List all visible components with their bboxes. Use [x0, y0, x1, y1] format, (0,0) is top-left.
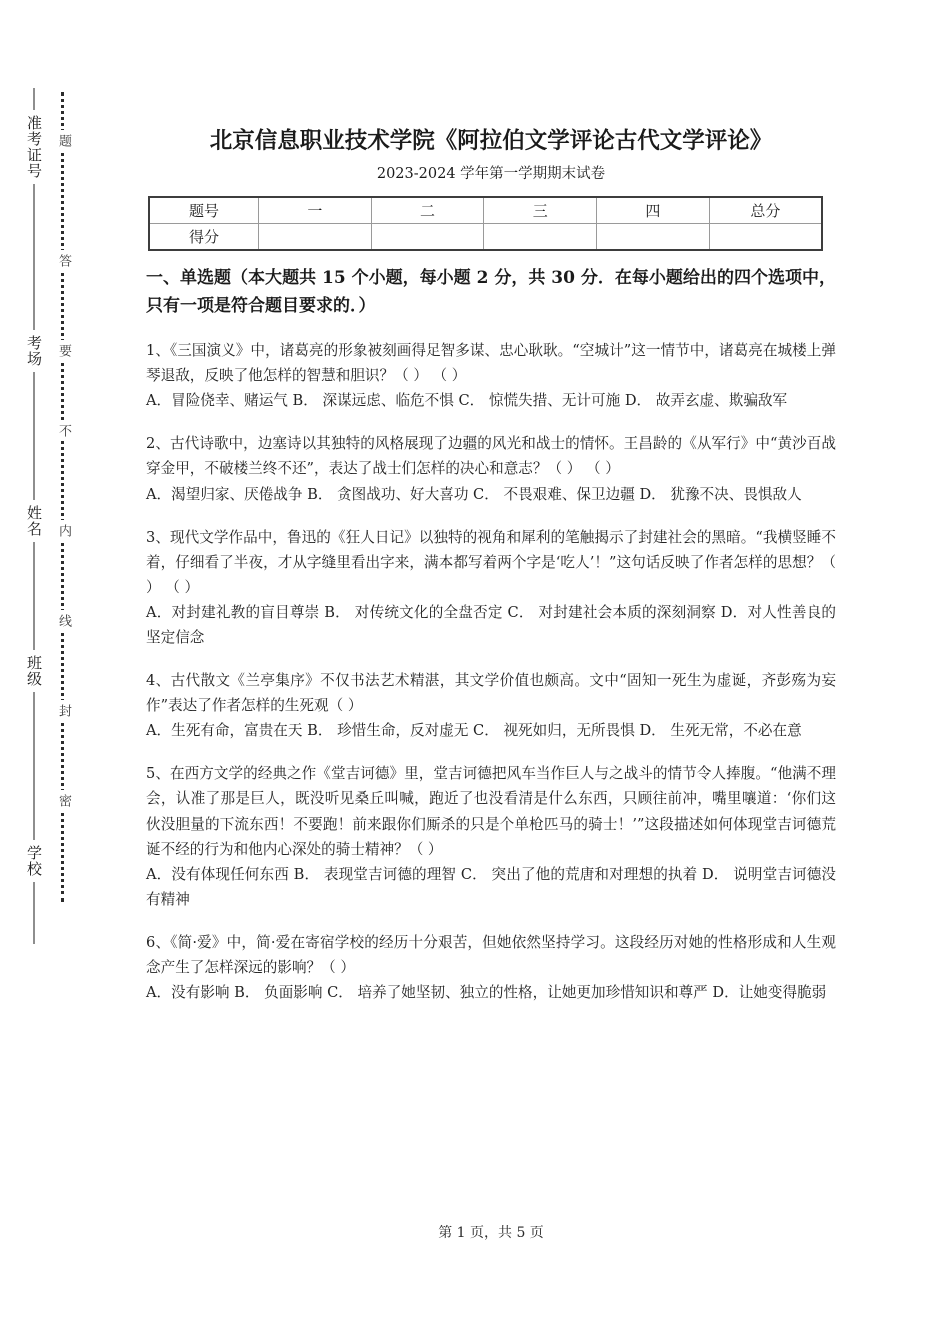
question-stem: 4、古代散文《兰亭集序》不仅书法艺术精湛，其文学价值也颇高。文中“固知一死生为虚诞，齐彭殇为妄作”表达了作者怎样的生死观（ ） [146, 672, 836, 715]
sidebar-seal-char: 题 [54, 130, 73, 151]
score-table-score-cell[interactable] [259, 223, 372, 250]
page-title: 北京信息职业技术学院《阿拉伯文学评论古代文学评论》 [209, 128, 773, 154]
table-row [149, 197, 822, 224]
exam-page [146, 0, 836, 1005]
question-list [146, 338, 836, 1005]
score-table-score-cell[interactable] [709, 223, 822, 250]
exam-question [146, 930, 836, 1005]
sidebar-field-label: 姓名 [24, 500, 45, 542]
score-table-score-cell[interactable] [597, 223, 710, 250]
table-row [149, 223, 822, 250]
exam-sealed-margin [0, 0, 100, 1344]
sidebar-field-label: 考场 [24, 330, 45, 372]
question-options[interactable]: A．没有体现任何东西 B． 表现堂吉诃德的理智 C． 突出了他的荒唐和对理想的执着 D． 说明堂吉诃德没有精神 [146, 865, 836, 908]
score-table-column-header: 一 [259, 197, 372, 224]
score-table [148, 196, 823, 251]
page-footer: 第 1 页，共 5 页 [438, 1225, 544, 1241]
section-heading: 一、单选题（本大题共 15 个小题，每小题 2 分，共 30 分．在每小题给出的四个选项中，只有一项是符合题目要求的．） [146, 267, 836, 316]
sidebar-field-label: 班级 [24, 650, 45, 692]
sidebar-seal-char: 答 [54, 250, 73, 271]
exam-question [146, 338, 836, 413]
sidebar-seal-char: 内 [54, 520, 73, 541]
page-subtitle: 2023-2024 学年第一学期期末试卷 [376, 166, 606, 183]
sidebar-dotted-rule [61, 92, 64, 902]
question-options[interactable]: A．对封建礼教的盲目尊崇 B． 对传统文化的全盘否定 C． 对封建社会本质的深刻洞察 D．对人性善良的坚定信念 [146, 603, 836, 646]
question-options[interactable]: A．渴望归家、厌倦战争 B． 贪图战功、好大喜功 C． 不畏艰难、保卫边疆 D． 犹豫不决、畏惧敌人 [146, 485, 802, 503]
sidebar-field-label: 准考证号 [24, 110, 45, 184]
exam-question [146, 525, 836, 650]
score-table-column-header: 总分 [709, 197, 822, 224]
question-stem: 3、现代文学作品中，鲁迅的《狂人日记》以独特的视角和犀利的笔触揭示了封建社会的黑暗。“我横竖睡不着，仔细看了半夜，才从字缝里看出字来，满本都写着两个字是‘吃人’！”这句话反映了作者怎样的思想？（ ） （ ） [146, 528, 836, 596]
sidebar-seal-char: 密 [54, 790, 73, 811]
score-table-row-header: 题号 [149, 197, 259, 224]
question-options[interactable]: A．冒险侥幸、赌运气 B． 深谋远虑、临危不惧 C． 惊慌失措、无计可施 D． 故弄玄虚、欺骗敌军 [146, 392, 788, 410]
exam-question [146, 761, 836, 912]
sidebar-seal-char: 不 [54, 420, 73, 441]
score-table-column-header: 四 [597, 197, 710, 224]
sidebar-seal-char: 要 [54, 340, 73, 361]
score-table-column-header: 三 [484, 197, 597, 224]
question-stem: 5、在西方文学的经典之作《堂吉诃德》里，堂吉诃德把风车当作巨人与之战斗的情节令人捧腹。“他满不理会，认准了那是巨人，既没听见桑丘叫喊，跑近了也没看清是什么东西，只顾往前冲，嘴里嚷道：‘你们这伙没胆量的下流东西！不要跑！前来跟你们厮杀的只是个单枪匹马的骑士！’”这段描述如何体现堂吉诃德荒诞不经的行为和他内心深处的骑士精神？（ ） [146, 765, 836, 858]
sidebar-seal-char: 封 [54, 700, 73, 721]
exam-question [146, 431, 836, 506]
question-options[interactable]: A．生死有命，富贵在天 B． 珍惜生命，反对虚无 C． 视死如归，无所畏惧 D． 生死无常，不必在意 [146, 722, 802, 740]
sidebar-seal-char: 线 [54, 610, 73, 631]
score-table-row-header: 得分 [149, 223, 259, 250]
question-stem: 6、《简·爱》中，简·爱在寄宿学校的经历十分艰苦，但她依然坚持学习。这段经历对她的性格形成和人生观念产生了怎样深远的影响？（ ） [146, 933, 836, 976]
question-stem: 1、《三国演义》中，诸葛亮的形象被刻画得足智多谋、忠心耿耿。“空城计”这一情节中，诸葛亮在城楼上弹琴退敌，反映了他怎样的智慧和胆识？（ ） （ ） [146, 342, 836, 385]
sidebar-field-label: 学校 [24, 840, 45, 882]
exam-question [146, 668, 836, 743]
question-stem: 2、古代诗歌中，边塞诗以其独特的风格展现了边疆的风光和战士的情怀。王昌龄的《从军行》中“黄沙百战穿金甲，不破楼兰终不还”，表达了战士们怎样的决心和意志？（ ） （ ） [146, 435, 836, 478]
score-table-score-cell[interactable] [371, 223, 484, 250]
question-options[interactable]: A．没有影响 B． 负面影响 C． 培养了她坚韧、独立的性格，让她更加珍惜知识和尊严 D．让她变得脆弱 [146, 984, 827, 1002]
score-table-score-cell[interactable] [484, 223, 597, 250]
score-table-column-header: 二 [371, 197, 484, 224]
